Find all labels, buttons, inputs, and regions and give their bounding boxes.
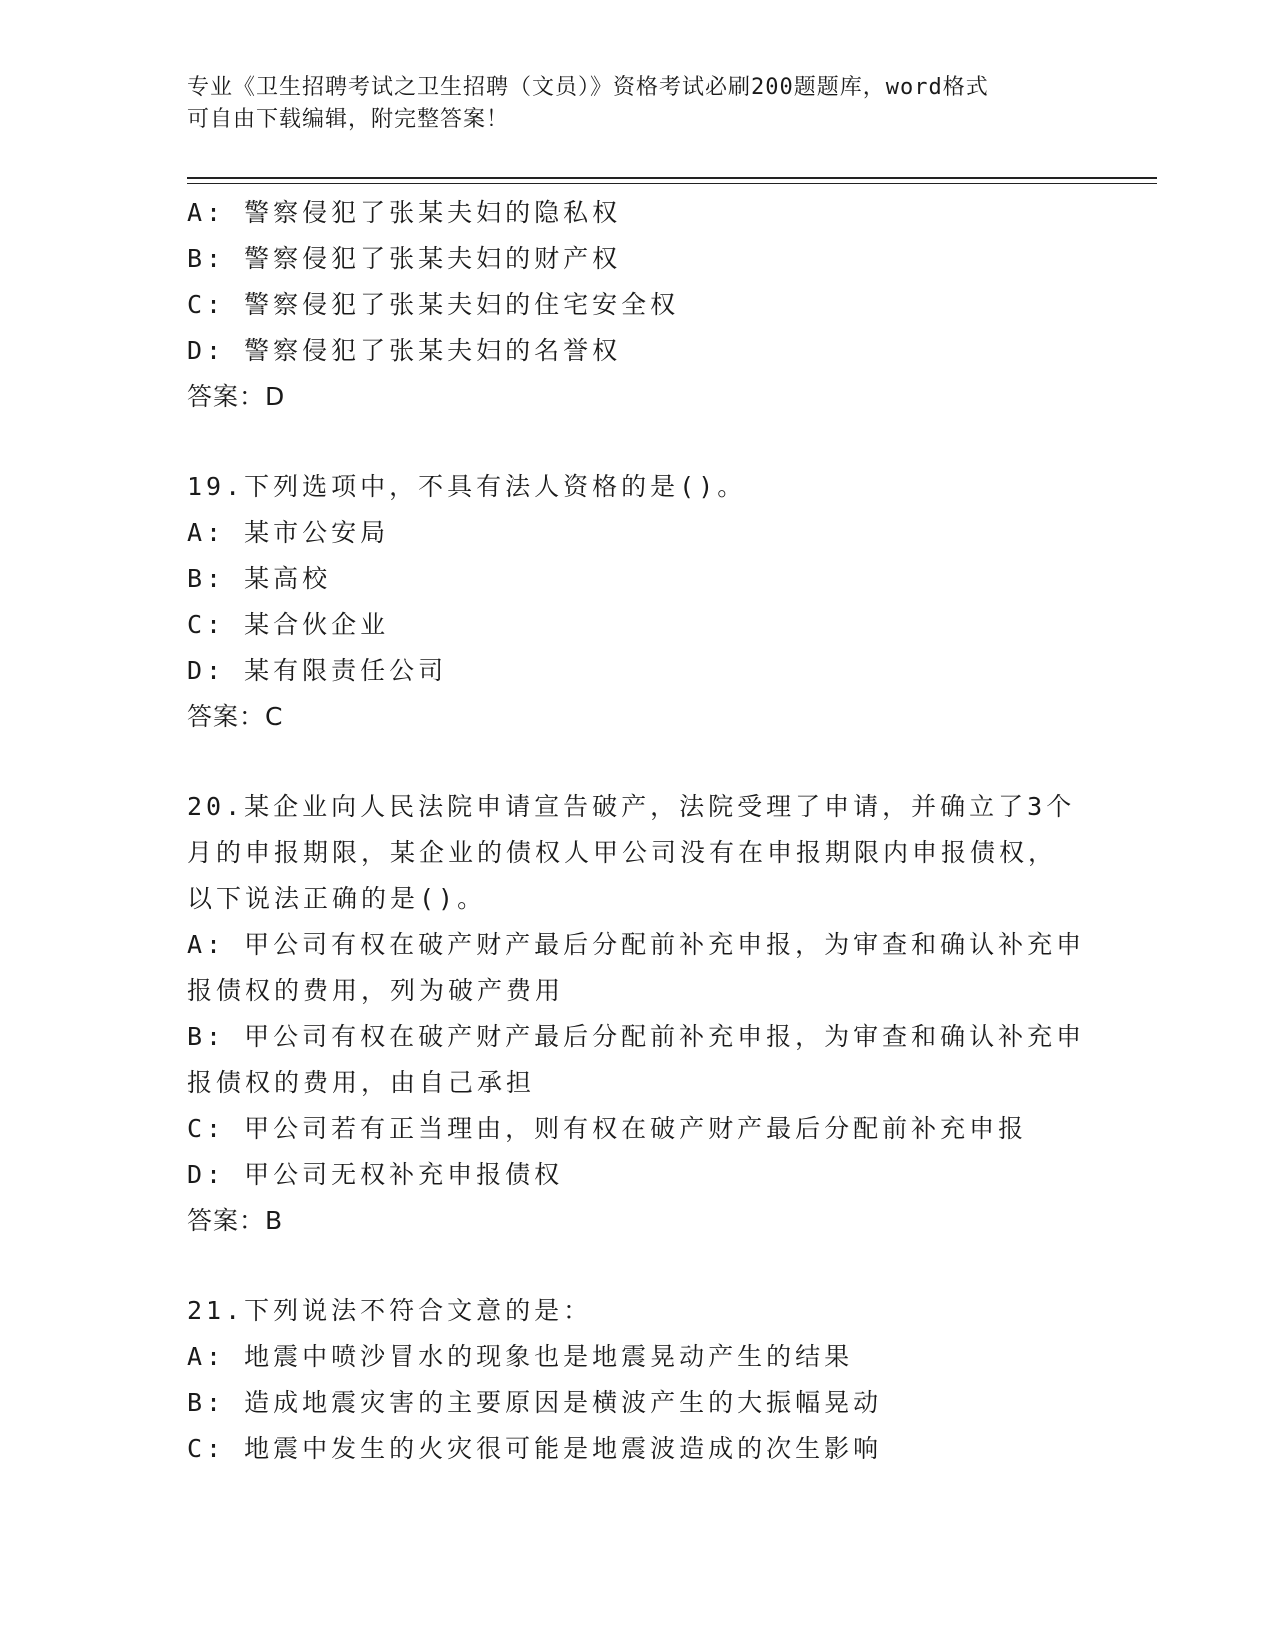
option-d: D: 警察侵犯了张某夫妇的名誉权 [187,336,622,365]
answer: 答案：D [187,382,286,411]
document-header [187,72,1087,136]
option-a: A: 某市公安局 [187,518,390,547]
option-c: C: 甲公司若有正当理由，则有权在破产财产最后分配前补充申报 [187,1114,1028,1143]
header-divider-thin [187,183,1157,184]
question-stem: 20.某企业向人民法院申请宣告破产，法院受理了申请，并确立了3个 [187,792,1076,821]
question-20 [187,784,1087,1244]
question-19 [187,464,1087,740]
question-stem: 月的申报期限，某企业的债权人甲公司没有在申报期限内申报债权， [187,838,1058,867]
question-stem: 以下说法正确的是()。 [187,884,487,913]
option-b: B: 甲公司有权在破产财产最后分配前补充申报，为审查和确认补充申 [187,1022,1086,1051]
header-line-2: 可自由下载编辑，附完整答案！ [187,107,510,132]
option-b: B: 警察侵犯了张某夫妇的财产权 [187,244,622,273]
option-a: A: 地震中喷沙冒水的现象也是地震晃动产生的结果 [187,1342,854,1371]
option-a: A: 警察侵犯了张某夫妇的隐私权 [187,198,622,227]
option-b: B: 造成地震灾害的主要原因是横波产生的大振幅晃动 [187,1388,883,1417]
option-d: D: 甲公司无权补充申报债权 [187,1160,564,1189]
option-c: C: 某合伙企业 [187,610,390,639]
question-stem: 19.下列选项中，不具有法人资格的是()。 [187,472,747,501]
header-divider-thick [187,177,1157,179]
option-a-cont: 报债权的费用，列为破产费用 [187,976,565,1005]
question-21 [187,1288,1087,1472]
option-c: C: 地震中发生的火灾很可能是地震波造成的次生影响 [187,1434,883,1463]
option-b-cont: 报债权的费用，由自己承担 [187,1068,536,1097]
answer: 答案：B [187,1206,284,1235]
question-stem: 21.下列说法不符合文意的是： [187,1296,593,1325]
header-line-1: 专业《卫生招聘考试之卫生招聘（文员）》资格考试必刷200题题库，word格式 [187,75,989,100]
question-18-options [187,190,1087,420]
question-list [187,190,1087,1472]
option-c: C: 警察侵犯了张某夫妇的住宅安全权 [187,290,680,319]
option-a: A: 甲公司有权在破产财产最后分配前补充申报，为审查和确认补充申 [187,930,1086,959]
option-d: D: 某有限责任公司 [187,656,448,685]
answer: 答案：C [187,702,284,731]
option-b: B: 某高校 [187,564,332,593]
